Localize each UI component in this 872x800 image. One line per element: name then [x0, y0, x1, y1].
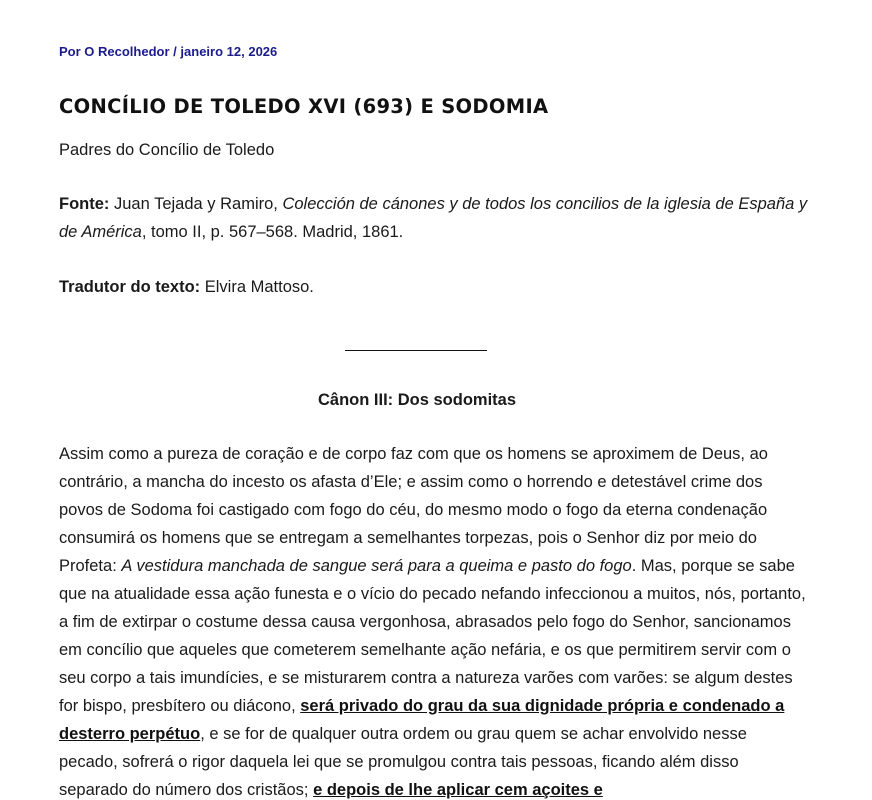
author-prefix: Por — [59, 44, 81, 59]
canon-title: Cânon III: Dos sodomitas — [317, 391, 517, 409]
article-subtitle: Padres do Concílio de Toledo — [59, 141, 275, 159]
translator-label: Tradutor do texto: — [59, 278, 201, 296]
body-part-3: , e se for de qualquer outra ordem ou grau quem se achar envolvido nesse pecado, sofrerá o rigor daquela lei que se promulgou contra tais pessoas, ficando além disso separado do número dos cristãos; — [59, 725, 747, 799]
body-emphasis-2: e depois de lhe aplicar cem açoites e — [313, 781, 603, 799]
body-quote: A vestidura manchada de sangue será para a queima e pasto do fogo — [121, 557, 632, 575]
post-meta — [59, 44, 809, 60]
source-work: Colección de cánones y de todos los concilios de la iglesia de España y de América — [59, 195, 808, 241]
author-link[interactable]: O Recolhedor — [84, 44, 170, 59]
source-paragraph — [59, 190, 809, 246]
translator-name: Elvira Mattoso. — [204, 278, 314, 296]
section-divider — [345, 350, 487, 351]
body-part-2: . Mas, porque se sabe que na atualidade essa ação funesta e o vício do pecado nefando infeccionou a muitos, nós, portanto, a fim de extirpar o costume dessa causa vergonhosa, abrasados pelo fogo do Senhor, sancionamos em concílio que aqueles que cometerem semelhante ação nefária, e os que permitirem servir com o seu corpo a tais imundícies, e se misturarem contra a natureza varões com varões: se algum destes for bispo, presbítero ou diácono, — [59, 557, 806, 715]
date-link[interactable]: janeiro 12, 2026 — [180, 44, 278, 59]
source-author: Juan Tejada y Ramiro, — [114, 195, 278, 213]
source-details: , tomo II, p. 567–568. Madrid, 1861. — [141, 223, 404, 241]
meta-separator: / — [173, 44, 177, 59]
article-title: CONCÍLIO DE TOLEDO XVI (693) E SODOMIA — [59, 95, 549, 118]
source-label: Fonte: — [59, 195, 110, 213]
article — [59, 0, 809, 800]
body-emphasis-1: será privado do grau da sua dignidade própria e condenado a desterro perpétuo — [59, 697, 785, 743]
canon-body — [59, 440, 809, 800]
body-part-1: Assim como a pureza de coração e de corpo faz com que os homens se aproximem de Deus, ao contrário, a mancha do incesto os afasta d’Ele; e assim como o horrendo e detestável crime dos povos de Sodoma foi castigado com fogo do céu, do mesmo modo o fogo da eterna condenação consumirá os homens que se entregam a semelhantes torpezas, pois o Senhor diz por meio do Profeta: — [59, 445, 768, 575]
translator-paragraph — [59, 273, 809, 301]
